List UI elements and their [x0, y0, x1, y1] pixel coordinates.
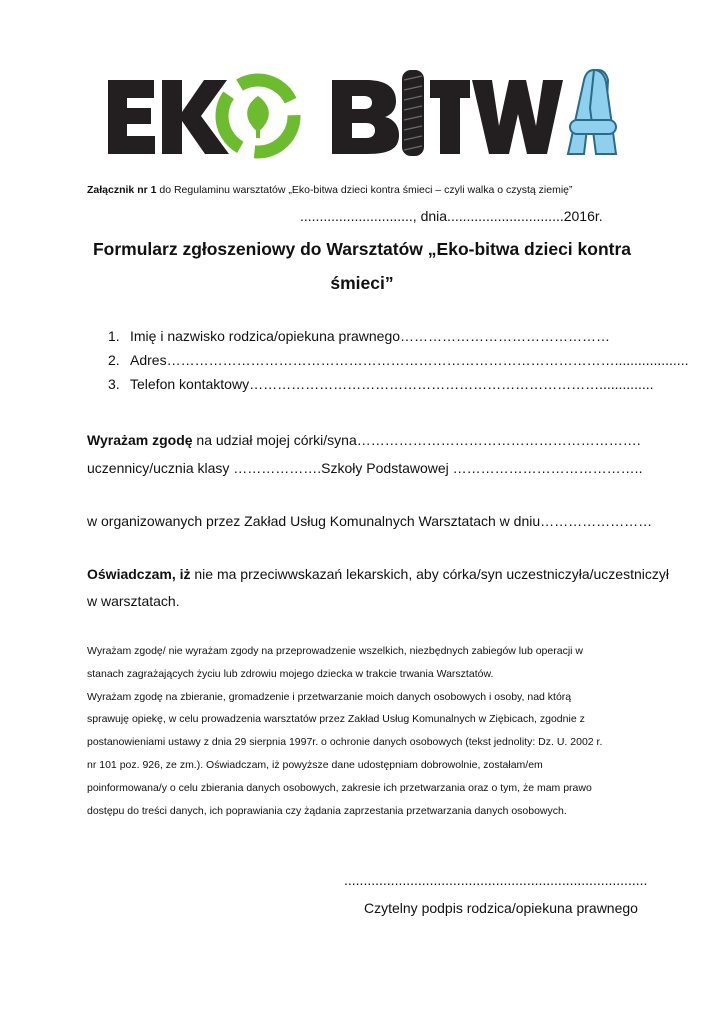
- list-number: 1.: [108, 328, 120, 344]
- fine-print-line: poinformowana/y o celu zbierania danych osobowych, zakresie ich przetwarzania oraz o tym, że mam prawo: [87, 781, 592, 794]
- date-line: ............................., dnia..............................2016r.: [300, 208, 603, 224]
- eko-bitwa-logo: [100, 58, 620, 168]
- list-item[interactable]: [108, 372, 688, 396]
- signature-label: Czytelny podpis rodzica/opiekuna prawnego: [364, 900, 638, 916]
- fine-print-line: dostępu do treści danych, ich poprawiania czy żądania zaprzestania przetwarzania danych osobowych.: [87, 804, 567, 817]
- list-number: 2.: [108, 352, 120, 368]
- personal-data-list: [108, 324, 688, 396]
- list-text: Telefon kontaktowy…………………………………………………………………..............: [130, 376, 654, 392]
- fine-print-line: postanowieniami ustawy z dnia 29 sierpnia 1997r. o ochronie danych osobowych (tekst jednolity: Dz. U. 2002 r.: [87, 736, 603, 749]
- declaration-bold: Oświadczam, iż: [87, 566, 191, 582]
- consent-fine-print: [87, 640, 647, 822]
- consent-line1[interactable]: [87, 432, 641, 448]
- fine-print-line: nr 101 poz. 926, ze zm.). Oświadczam, iż powyższe dane udostępniam dobrowolnie, zostałam/em: [87, 758, 543, 771]
- consent-line2[interactable]: uczennicy/ucznia klasy ……………….Szkoły Podstawowej …………………………………..: [87, 460, 643, 476]
- fine-print-line: Wyrażam zgodę na zbieranie, gromadzenie i przetwarzanie moich danych osobowych i osoby, nad którą: [87, 690, 572, 703]
- workshop-date-line[interactable]: w organizowanych przez Zakład Usług Komunalnych Warsztatach w dniu……………………: [87, 513, 653, 529]
- declaration-rest: nie ma przeciwwskazań lekarskich, aby córka/syn uczestniczyła/uczestniczył: [190, 566, 669, 582]
- form-title-line1: Formularz zgłoszeniowy do Warsztatów „Eko-bitwa dzieci kontra: [92, 239, 632, 259]
- fine-print-line: sprawuję opiekę, w celu prowadzenia warsztatów przez Zakład Usług Komunalnych w Ziębicach, zgodnie z: [87, 713, 585, 726]
- list-text: Adres……………………………………………………………………………………...................: [130, 352, 689, 368]
- attachment-note: [87, 184, 647, 196]
- list-item[interactable]: [108, 324, 688, 348]
- consent-rest: na udział mojej córki/syna…………………………………………………….: [192, 432, 641, 448]
- form-title-line2: śmieci”: [330, 273, 394, 293]
- form-title: [87, 232, 637, 300]
- declaration-line1: [87, 566, 669, 582]
- list-item[interactable]: [108, 348, 688, 372]
- signature-line[interactable]: ..............................................................................: [344, 872, 648, 888]
- consent-bold: Wyrażam zgodę: [87, 432, 193, 448]
- attachment-rest: do Regulaminu warsztatów „Eko-bitwa dzieci kontra śmieci – czyli walka o czystą ziemię”: [156, 184, 573, 196]
- attachment-bold: Załącznik nr 1: [87, 184, 157, 196]
- fine-print-line: Wyrażam zgodę/ nie wyrażam zgody na przeprowadzenie wszelkich, niezbędnych zabiegów lub operacji w: [87, 645, 583, 657]
- fine-print-line: stanach zagrażających życiu lub zdrowiu mojego dziecka w trakcie trwania Warsztatów.: [87, 667, 494, 680]
- declaration-line2: w warsztatach.: [87, 593, 180, 609]
- list-text: Imię i nazwisko rodzica/opiekuna prawnego………………………………………: [130, 328, 611, 344]
- list-number: 3.: [108, 376, 120, 392]
